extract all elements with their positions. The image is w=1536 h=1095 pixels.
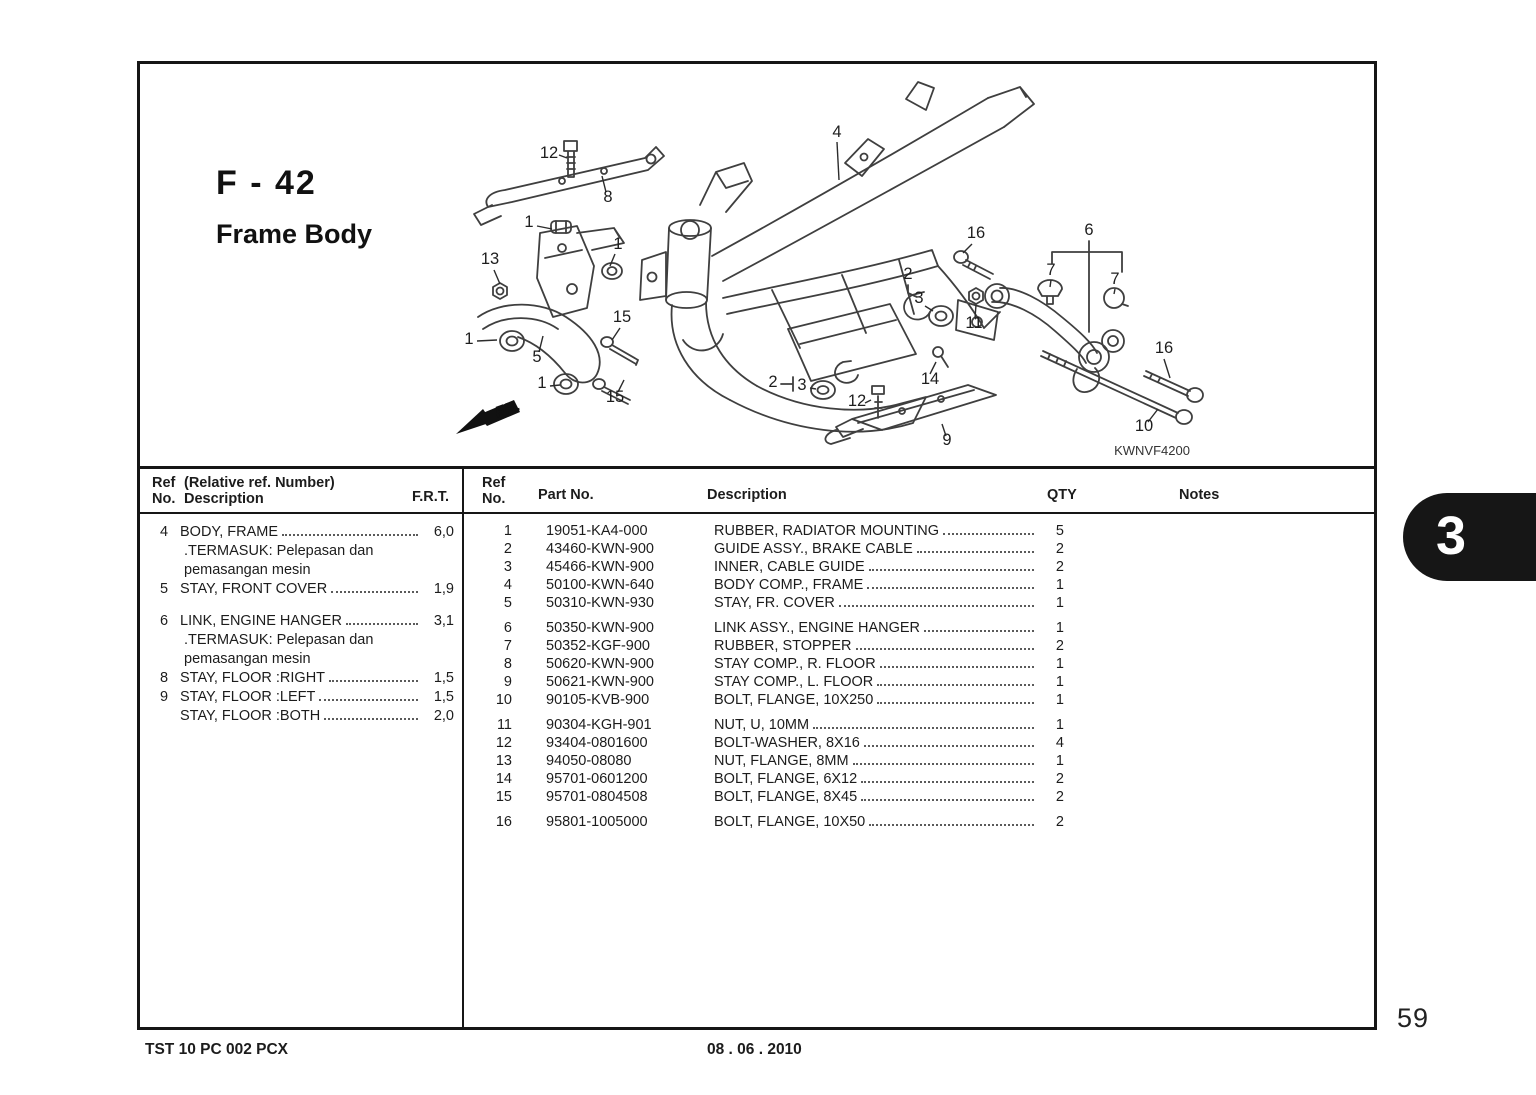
callout-leader-line xyxy=(1114,289,1115,294)
row-gap xyxy=(464,805,1072,812)
frt-table-rows xyxy=(140,521,462,724)
part-no-cell: 95701-0804508 xyxy=(546,789,648,805)
ref-no-cell: 11 xyxy=(496,717,512,733)
callout-number: 7 xyxy=(1110,270,1120,288)
table-row xyxy=(140,705,462,724)
ref-no-cell: 16 xyxy=(495,814,512,830)
callout-leader-line xyxy=(550,385,560,386)
callout-number: 1 xyxy=(464,330,474,348)
part-no-cell: 50621-KWN-900 xyxy=(546,674,654,690)
ref-no-cell: 9 xyxy=(159,689,169,705)
qty-cell: 2 xyxy=(1055,789,1064,805)
dotted-leader xyxy=(861,799,1034,801)
callout-leader-line xyxy=(559,155,567,158)
row-gap xyxy=(464,611,1072,618)
qty-cell: 1 xyxy=(1055,620,1064,636)
ref-no-cell: 15 xyxy=(495,789,512,805)
part-no-cell: 94050-08080 xyxy=(546,753,632,769)
table-row xyxy=(464,769,1072,787)
callout-number: 14 xyxy=(920,370,940,388)
part-no-cell: 19051-KA4-000 xyxy=(546,523,648,539)
callout-number: 8 xyxy=(603,188,613,206)
description-cell: BOLT-WASHER, 8X16 xyxy=(714,735,860,751)
dotted-leader xyxy=(329,680,418,682)
description-cell: LINK ASSY., ENGINE HANGER xyxy=(714,620,921,636)
dotted-leader xyxy=(880,666,1034,668)
dotted-leader xyxy=(877,684,1034,686)
dotted-leader xyxy=(943,533,1034,535)
part-no-cell: 45466-KWN-900 xyxy=(546,559,654,575)
ref-no-cell: 2 xyxy=(503,541,512,557)
right-header-notes: Notes xyxy=(1179,487,1220,503)
row-gap xyxy=(464,708,1072,715)
description-cell: BOLT, FLANGE, 6X12 xyxy=(714,771,858,787)
callout-number: 6 xyxy=(1084,221,1094,239)
qty-cell: 2 xyxy=(1055,814,1064,830)
diagram-code-label: KWNVF4200 xyxy=(1114,443,1190,458)
ref-no-cell: 8 xyxy=(503,656,512,672)
table-header-separator xyxy=(140,512,1374,514)
qty-cell: 1 xyxy=(1055,674,1064,690)
dotted-leader xyxy=(331,591,418,593)
callout-leader-line xyxy=(537,226,552,229)
table-row xyxy=(464,654,1072,672)
ref-no-cell: 3 xyxy=(503,559,512,575)
callout-number: 9 xyxy=(942,431,952,449)
callout-leader-line xyxy=(477,340,497,341)
row-gap xyxy=(140,597,462,610)
dotted-leader xyxy=(853,763,1034,765)
ref-no-cell: 5 xyxy=(503,595,512,611)
table-row xyxy=(140,667,462,686)
ref-no-cell: 12 xyxy=(495,735,512,751)
part-no-cell: 95701-0601200 xyxy=(546,771,648,787)
part-no-cell: 93404-0801600 xyxy=(546,735,648,751)
ref-no-cell: 13 xyxy=(495,753,512,769)
part-no-cell: 50350-KWN-900 xyxy=(546,620,654,636)
part-no-cell: 50620-KWN-900 xyxy=(546,656,654,672)
description-cell: STAY, FR. COVER xyxy=(714,595,835,611)
callout-leader-line xyxy=(810,388,816,389)
table-row xyxy=(464,521,1072,539)
ref-no-cell: 6 xyxy=(503,620,512,636)
table-row xyxy=(464,787,1072,805)
section-tab-number: 3 xyxy=(1436,506,1467,566)
dotted-leader xyxy=(864,745,1034,747)
dotted-leader xyxy=(917,551,1034,553)
qty-cell: 2 xyxy=(1055,559,1064,575)
dotted-leader xyxy=(867,587,1034,589)
qty-cell: 2 xyxy=(1055,541,1064,557)
section-title: Frame Body xyxy=(216,219,373,249)
dotted-leader xyxy=(877,702,1034,704)
page-number: 59 xyxy=(1397,1003,1430,1033)
description-cell: STAY COMP., L. FLOOR xyxy=(714,674,874,690)
fr-label: FR. xyxy=(492,397,523,422)
dotted-leader xyxy=(346,623,418,625)
footer-date: 08 . 06 . 2010 xyxy=(707,1041,802,1058)
table-row xyxy=(464,575,1072,593)
qty-cell: 1 xyxy=(1055,577,1064,593)
diagram-callouts xyxy=(464,123,1173,449)
frt-cell: 1,5 xyxy=(433,670,454,686)
ref-no-cell: 5 xyxy=(159,581,169,597)
description-cell: .TERMASUK: Pelepasan dan xyxy=(184,632,374,648)
table-row xyxy=(464,690,1072,708)
description-cell: STAY, FLOOR :RIGHT xyxy=(180,670,326,686)
description-cell: BOLT, FLANGE, 8X45 xyxy=(714,789,858,805)
frt-cell: 1,5 xyxy=(433,689,454,705)
table-row xyxy=(464,593,1072,611)
callout-number: 13 xyxy=(480,250,500,268)
dotted-leader xyxy=(839,605,1034,607)
table-row xyxy=(140,559,462,578)
qty-cell: 5 xyxy=(1055,523,1064,539)
frt-cell: 2,0 xyxy=(433,708,454,724)
description-cell: GUIDE ASSY., BRAKE CABLE xyxy=(714,541,913,557)
description-cell: STAY, FLOOR :LEFT xyxy=(180,689,316,705)
callout-number: 5 xyxy=(532,348,542,366)
description-cell: BOLT, FLANGE, 10X250 xyxy=(714,692,874,708)
callout-number: 12 xyxy=(847,392,867,410)
qty-cell: 1 xyxy=(1055,656,1064,672)
qty-cell: 2 xyxy=(1055,638,1064,654)
description-cell: STAY, FLOOR :BOTH xyxy=(180,708,321,724)
description-cell: .TERMASUK: Pelepasan dan xyxy=(184,543,374,559)
callout-number: 3 xyxy=(797,376,807,394)
description-cell: NUT, U, 10MM xyxy=(714,717,810,733)
part-no-cell: 90304-KGH-901 xyxy=(546,717,652,733)
description-cell: INNER, CABLE GUIDE xyxy=(714,559,865,575)
callout-number: 2 xyxy=(903,265,913,283)
description-cell: BODY, FRAME xyxy=(180,524,279,540)
right-header-description: Description xyxy=(707,487,787,503)
part-no-cell: 50310-KWN-930 xyxy=(546,595,654,611)
dotted-leader xyxy=(856,648,1034,650)
description-cell: BODY COMP., FRAME xyxy=(714,577,864,593)
catalog-page xyxy=(137,61,1377,1030)
callout-number: 10 xyxy=(1134,417,1154,435)
part-no-cell: 43460-KWN-900 xyxy=(546,541,654,557)
part-table-rows xyxy=(464,521,1072,830)
footer-document-code: TST 10 PC 002 PCX xyxy=(145,1041,289,1058)
fr-direction-arrow xyxy=(456,397,523,434)
callout-number: 12 xyxy=(539,144,559,162)
description-cell: LINK, ENGINE HANGER xyxy=(180,613,342,629)
right-header-ref: Ref No. xyxy=(482,475,506,507)
callout-number: 4 xyxy=(832,123,842,141)
dotted-leader xyxy=(282,534,418,536)
section-tab xyxy=(1403,493,1536,581)
description-cell: pemasangan mesin xyxy=(184,651,311,667)
table-row xyxy=(464,539,1072,557)
frt-cell: 6,0 xyxy=(433,524,454,540)
ref-no-cell: 9 xyxy=(503,674,512,690)
description-cell: pemasangan mesin xyxy=(184,562,311,578)
ref-no-cell: 6 xyxy=(159,613,169,629)
description-cell: RUBBER, STOPPER xyxy=(714,638,852,654)
table-row xyxy=(140,629,462,648)
table-row xyxy=(464,618,1072,636)
frt-cell: 3,1 xyxy=(433,613,454,629)
table-row xyxy=(464,672,1072,690)
callout-number: 7 xyxy=(1046,261,1056,279)
table-row xyxy=(464,812,1072,830)
ref-no-cell: 8 xyxy=(159,670,169,686)
right-header-qty: QTY xyxy=(1047,487,1077,503)
ref-no-cell: 4 xyxy=(159,524,169,540)
callout-leader-line xyxy=(963,244,972,253)
right-header-part-no: Part No. xyxy=(538,487,594,503)
callout-number: 16 xyxy=(1154,339,1174,357)
ref-no-cell: 10 xyxy=(495,692,512,708)
ref-no-cell: 14 xyxy=(495,771,512,787)
part-no-cell: 50352-KGF-900 xyxy=(546,638,650,654)
callout-number: 3 xyxy=(914,289,924,307)
callout-number: 11 xyxy=(965,314,983,332)
qty-cell: 4 xyxy=(1055,735,1064,751)
parts-table xyxy=(140,466,1374,1027)
left-header-ref: Ref No. xyxy=(152,475,176,507)
callout-leader-line xyxy=(494,270,500,284)
callout-number: 2 xyxy=(768,373,778,391)
dotted-leader xyxy=(813,727,1034,729)
description-cell: NUT, FLANGE, 8MM xyxy=(714,753,849,769)
dotted-leader xyxy=(869,569,1034,571)
description-cell: RUBBER, RADIATOR MOUNTING xyxy=(714,523,940,539)
frt-cell: 1,9 xyxy=(433,581,454,597)
qty-cell: 2 xyxy=(1055,771,1064,787)
table-row xyxy=(464,751,1072,769)
callout-leader-line xyxy=(610,254,615,266)
table-row xyxy=(464,636,1072,654)
table-row xyxy=(464,733,1072,751)
callout-leader-line xyxy=(1164,359,1170,378)
qty-cell: 1 xyxy=(1055,692,1064,708)
frame-body-diagram xyxy=(140,64,1374,466)
description-cell: STAY, FRONT COVER xyxy=(180,581,328,597)
callout-leader-line xyxy=(612,328,620,340)
part-no-cell: 95801-1005000 xyxy=(546,814,648,830)
callout-number: 15 xyxy=(605,388,625,406)
section-code: F - 42 xyxy=(216,164,317,202)
part-no-cell: 90105-KVB-900 xyxy=(546,692,650,708)
table-row xyxy=(140,521,462,540)
left-header-description: (Relative ref. Number) Description xyxy=(184,475,335,507)
left-header-frt: F.R.T. xyxy=(412,489,450,505)
qty-cell: 1 xyxy=(1055,753,1064,769)
table-row xyxy=(140,686,462,705)
callout-number: 15 xyxy=(612,308,632,326)
callout-number: 1 xyxy=(613,235,623,253)
qty-cell: 1 xyxy=(1055,595,1064,611)
dotted-leader xyxy=(869,824,1034,826)
table-row xyxy=(464,715,1072,733)
qty-cell: 1 xyxy=(1055,717,1064,733)
dotted-leader xyxy=(319,699,418,701)
table-row xyxy=(140,648,462,667)
ref-no-cell: 4 xyxy=(503,577,512,593)
callout-leader-line xyxy=(1050,280,1051,287)
callout-number: 16 xyxy=(966,224,986,242)
table-row xyxy=(140,610,462,629)
part-no-cell: 50100-KWN-640 xyxy=(546,577,654,593)
dotted-leader xyxy=(861,781,1034,783)
callout-number: 1 xyxy=(524,213,534,231)
description-cell: BOLT, FLANGE, 10X50 xyxy=(714,814,866,830)
page-title xyxy=(216,164,372,250)
dotted-leader xyxy=(324,718,418,720)
ref-no-cell: 1 xyxy=(503,523,512,539)
callout-number: 1 xyxy=(537,374,547,392)
ref-no-cell: 7 xyxy=(503,638,512,654)
callout-leader-line xyxy=(837,142,839,180)
table-row xyxy=(464,557,1072,575)
table-row xyxy=(140,578,462,597)
dotted-leader xyxy=(924,630,1034,632)
table-row xyxy=(140,540,462,559)
description-cell: STAY COMP., R. FLOOR xyxy=(714,656,876,672)
